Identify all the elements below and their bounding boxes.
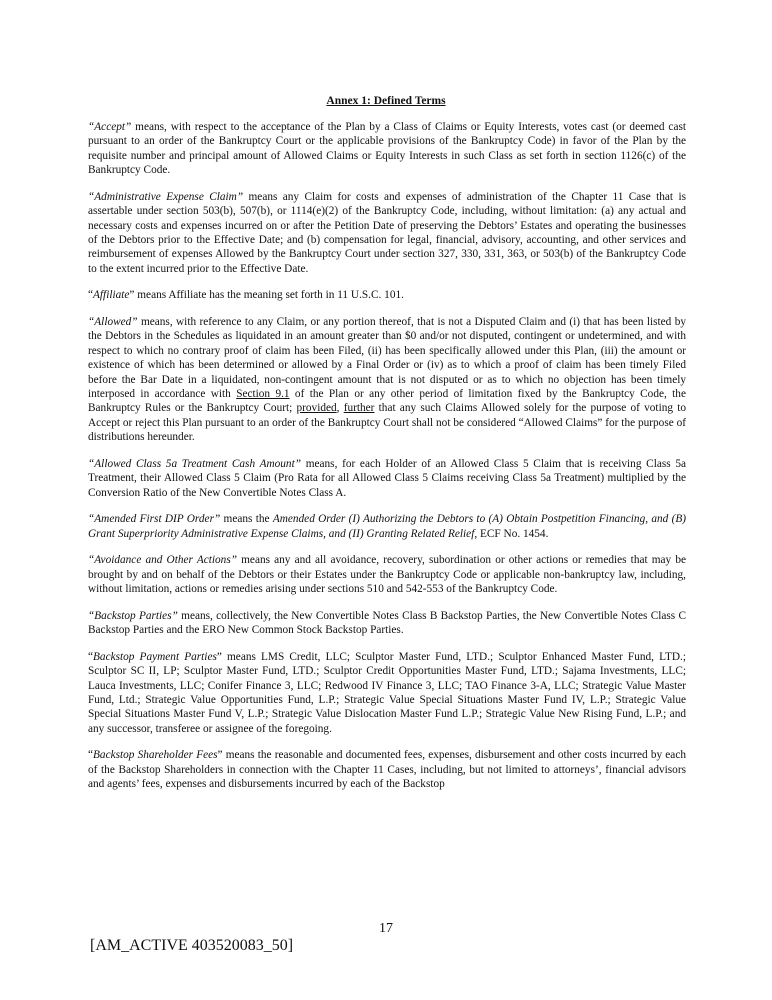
definition-text: means the reasonable and documented fees, expenses, disbursement and other costs incurred by each of the Backstop Shareholders in connection with the Chapter 11 Cases, including, but not limited to attorneys’, financial advisors and agents’ fees, expenses and disbursements incurred by each of the Backstop [88, 749, 686, 791]
defined-term: Affiliate [93, 289, 130, 302]
page-title: Annex 1: Defined Terms [326, 95, 446, 107]
definition-text: means, collectively, the New Convertible Notes Class B Backstop Parties, the New Convertible Notes Class C Backstop Parties and the ERO New Common Stock Backstop Parties. [88, 609, 686, 637]
close-quote: ” [217, 749, 223, 762]
open-quote: “ [88, 289, 94, 302]
definition-text: means LMS Credit, LLC; Sculptor Master Fund, LTD.; Sculptor Enhanced Master Fund, LTD.; Sculptor SC II, LP; Sculptor Master Fund, LTD.; Sculptor Credit Opportunities Master Fund, LTD.; Sajama Investments, LLC; Lauca Investments, LLC; Conifer Finance 3, LLC; Redwood IV Finance 3, LLC; TAO Finance 3-A, LLC; Strategic Value Master Fund, Ltd.; Strategic Value Opportunities Fund, L.P.; Strategic Value Special Situations Master Fund IV, L.P.; Strategic Value Special Situations Master Fund V, L.P.; Strategic Value Dislocation Master Fund L.P.; Strategic Value New Rising Fund, L.P.; and any successor, transferee or assignee of the foregoing. [88, 650, 686, 735]
provided-word: provided [296, 402, 337, 415]
separator-comma: , [336, 402, 344, 415]
defined-term: “Accept” [88, 121, 132, 133]
definition-allowed [88, 315, 686, 445]
defined-term: “Backstop Parties” [88, 609, 178, 622]
further-word: further [343, 402, 375, 415]
definition-text: means, with respect to the acceptance of the Plan by a Class of Claims or Equity Interests, votes cast (or deemed cast pursuant to an order of the Bankruptcy Court or the applicable provisions of the Bankruptcy Code) in favor of the Plan by the requisite number and principal amount of Allowed Claims or Equity Interests in such Class as set forth in section 1126(c) of the Bankruptcy Code. [88, 121, 686, 177]
defined-term: Backstop Payment Parties [93, 650, 217, 663]
definition-text: means, with reference to any Claim, or any portion thereof, that is not a Disputed Claim and (i) that has been listed by the Debtors in the Schedules as liquidated in an amount greater than $0 and/or not disputed, contingent or undetermined, and with respect to which no contrary proof of claim has been Filed, (ii) has been specifically allowed under this Plan, (iii) the amount or existence of which has been determined or allowed by a Final Order or (iv) as to which a proof of claim has been timely Filed before the Bar Date in a liquidated, non-contingent amount that is not disputed or as to which no objection has been timely interposed in accordance with [88, 316, 686, 401]
definition-backstop-shareholder-fees [88, 748, 686, 791]
definition-backstop-parties [88, 609, 686, 638]
open-quote: “ [88, 749, 94, 762]
definition-text: means Affiliate has the meaning set forth in 11 U.S.C. 101. [134, 289, 404, 302]
definitions-body [88, 120, 686, 804]
open-quote: “ [88, 650, 94, 663]
definition-text-end: that any such Claims Allowed solely for the purpose of voting to Accept or reject this Plan pursuant to an order of the Bankruptcy Court shall not be considered “Allowed Claims” for the purpose of distributions hereunder. [88, 402, 686, 444]
close-quote: ” [129, 289, 135, 302]
definition-amended-first-dip-order [88, 512, 686, 541]
order-title: Amended Order (I) Authorizing the Debtors to (A) Obtain Postpetition Financing, and (B) Grant Superpriority Administrative Expense Claims, and (II) Granting Related Relief [88, 513, 686, 540]
definition-text-end: , ECF No. 1454. [474, 527, 549, 540]
definition-accept [88, 120, 686, 178]
defined-term: “Allowed” [88, 316, 138, 329]
definition-affiliate [88, 288, 686, 302]
definition-avoidance-and-other-actions [88, 553, 686, 596]
defined-term: Backstop Shareholder Fees [93, 749, 218, 762]
defined-term: “Avoidance and Other Actions” [88, 554, 238, 567]
definition-text: means, for each Holder of an Allowed Class 5 Claim that is receiving Class 5a Treatment, their Allowed Class 5 Claim (Pro Rata for all Allowed Class 5 Claims receiving Class 5a Treatment) multiplied by the Conversion Ratio of the New Convertible Notes Class A. [88, 457, 686, 499]
definition-text-cont: of the Plan or any other period of limitation fixed by the Bankruptcy Code, the Bankruptcy Rules or the Bankruptcy Court; [88, 388, 686, 415]
defined-term: “Administrative Expense Claim” [88, 190, 244, 203]
definition-administrative-expense-claim [88, 190, 686, 276]
section-reference: Section 9.1 [236, 388, 290, 401]
definition-allowed-class-5a-treatment-cash-amount [88, 457, 686, 500]
definition-text: means any and all avoidance, recovery, subordination or other actions or remedies that may be brought by and on behalf of the Debtors or their Estates under the Bankruptcy Code or applicable non-bankruptcy law, including, without limitation, actions or remedies arising under sections 510 and 542-553 of the Bankruptcy Code. [88, 554, 687, 596]
document-id: [AM_ACTIVE 403520083_50] [90, 937, 294, 954]
close-quote: ” [216, 650, 222, 663]
definition-backstop-payment-parties [88, 650, 686, 736]
defined-term: “Allowed Class 5a Treatment Cash Amount” [88, 457, 302, 470]
defined-term: “Amended First DIP Order” [88, 513, 221, 526]
definition-text: means any Claim for costs and expenses of administration of the Chapter 11 Case that is assertable under section 503(b), 507(b), or 1114(e)(2) of the Bankruptcy Code, including, without limitation: (a) any actual and necessary costs and expenses incurred on or after the Petition Date of preserving the Debtors’ Estates and operating the businesses of the Debtors prior to the Effective Date; and (b) compensation for legal, financial, advisory, accounting, and other services and reimbursement of expenses Allowed by the Bankruptcy Court under section 327, 330, 331, 363, or 503(b) of the Bankruptcy Code to the extent incurred prior to the Effective Date. [88, 190, 686, 275]
page-number: 17 [379, 921, 393, 936]
definition-text: means the [220, 513, 273, 526]
